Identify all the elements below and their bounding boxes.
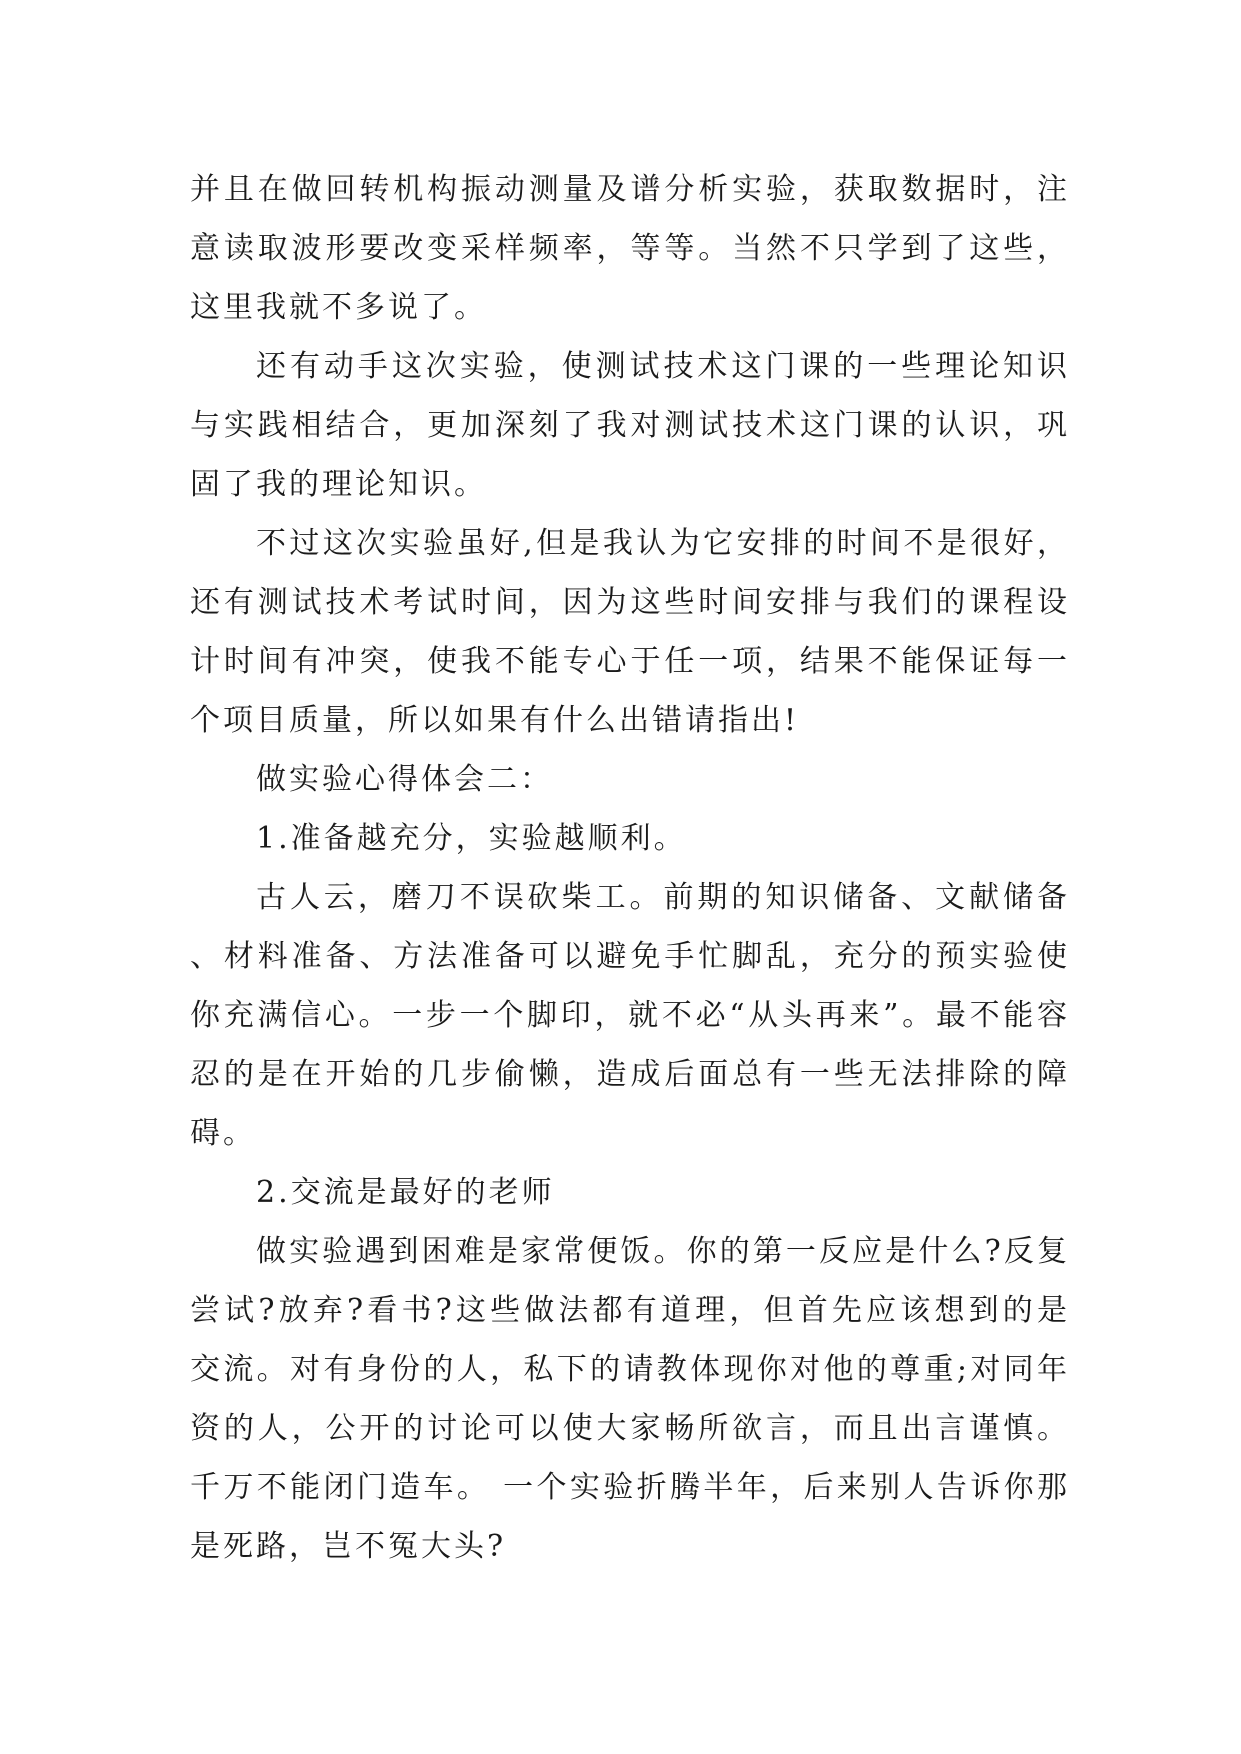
paragraph-4: 古人云，磨刀不误砍柴工。前期的知识储备、文献储备、材料准备、方法准备可以避免手忙脚乱，充分的预实验使你充满信心。一步一个脚印，就不必“从头再来”。最不能容忍的是在开始的几步偷懒，造成后面总有一些无法排除的障碍。	[190, 880, 1070, 1151]
point-2-heading: 2.交流是最好的老师	[256, 1175, 555, 1210]
point-1-heading: 1.准备越充分，实验越顺利。	[256, 821, 687, 856]
section-heading-2: 做实验心得体会二：	[256, 762, 553, 797]
paragraph-2: 还有动手这次实验，使测试技术这门课的一些理论知识与实践相结合，更加深刻了我对测试技术这门课的认识，巩固了我的理论知识。	[190, 349, 1070, 502]
document-body	[190, 160, 1070, 1576]
paragraph-3: 不过这次实验虽好,但是我认为它安排的时间不是很好，还有测试技术考试时间，因为这些时间安排与我们的课程设计时间有冲突，使我不能专心于任一项，结果不能保证每一个项目质量，所以如果有什么出错请指出!	[190, 526, 1070, 738]
paragraph-1: 并且在做回转机构振动测量及谱分析实验，获取数据时，注意读取波形要改变采样频率，等等。当然不只学到了这些，这里我就不多说了。	[190, 172, 1070, 325]
paragraph-5: 做实验遇到困难是家常便饭。你的第一反应是什么?反复尝试?放弃?看书?这些做法都有道理，但首先应该想到的是交流。对有身份的人，私下的请教体现你对他的尊重;对同年资的人，公开的讨论可以使大家畅所欲言，而且出言谨慎。千万不能闭门造车。 一个实验折腾半年，后来别人告诉你那是死路，岂不冤大头?	[190, 1234, 1070, 1564]
